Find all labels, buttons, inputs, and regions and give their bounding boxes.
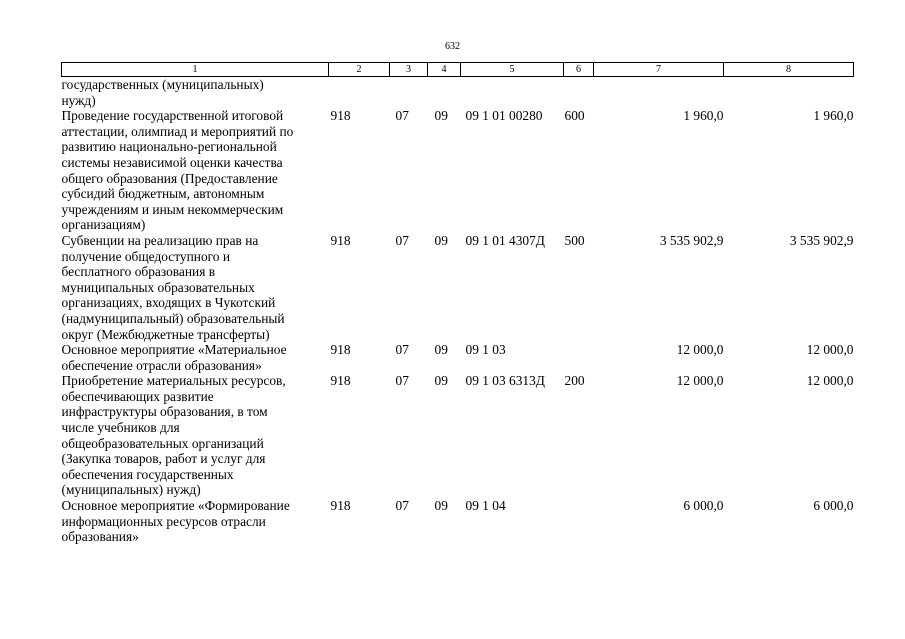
table-row xyxy=(62,77,854,109)
name-line: муниципальных образовательных xyxy=(61,279,255,295)
cell-amount-col8: 1 960,0 xyxy=(813,108,854,124)
name-line: Приобретение материальных ресурсов, xyxy=(61,373,286,389)
cell-expense-type xyxy=(564,498,594,545)
cell-ministry-code: 918 xyxy=(330,373,351,389)
name-line: развитию национально-региональной xyxy=(61,139,277,155)
cell-section: 07 xyxy=(395,108,409,124)
cell-section: 07 xyxy=(395,342,409,358)
name-line: Основное мероприятие «Материальное xyxy=(61,342,287,358)
column-header: 7 xyxy=(594,63,724,77)
cell-name xyxy=(62,498,329,545)
cell-expense-type: 500 xyxy=(564,232,585,248)
name-line: общего образования (Предоставление xyxy=(61,170,278,186)
cell-expense-type xyxy=(564,342,594,373)
cell-section: 07 xyxy=(395,373,409,389)
cell-target-article xyxy=(461,77,564,109)
column-header: 6 xyxy=(564,63,594,77)
name-line: числе учебников для xyxy=(61,420,180,436)
name-line: инфраструктуры образования, в том xyxy=(61,404,268,420)
cell-amount-col7: 12 000,0 xyxy=(676,342,724,358)
cell-amount-col8: 12 000,0 xyxy=(806,342,854,358)
page-number: 632 xyxy=(445,41,460,52)
name-line: учреждениям и иным некоммерческим xyxy=(61,201,284,217)
name-line: Субвенции на реализацию прав на xyxy=(61,232,259,248)
name-line: нужд) xyxy=(61,92,96,108)
column-header: 8 xyxy=(724,63,854,77)
column-header: 5 xyxy=(461,63,564,77)
name-line: Основное мероприятие «Формирование xyxy=(61,498,290,514)
name-line: аттестации, олимпиад и мероприятий по xyxy=(61,123,294,139)
cell-target-article: 09 1 01 4307Д xyxy=(465,232,545,248)
cell-section: 07 xyxy=(395,498,409,514)
name-line: образования» xyxy=(61,529,139,545)
name-line: Проведение государственной итоговой xyxy=(61,108,284,124)
cell-subsection: 09 xyxy=(434,498,448,514)
name-line: организациям) xyxy=(61,217,146,233)
cell-amount-col7: 6 000,0 xyxy=(683,498,724,514)
table-row xyxy=(62,342,854,373)
cell-ministry-code xyxy=(329,77,390,109)
cell-subsection: 09 xyxy=(434,342,448,358)
name-line: обеспечение отрасли образования» xyxy=(61,357,262,373)
column-header: 1 xyxy=(62,63,329,77)
cell-name xyxy=(62,233,329,342)
cell-name xyxy=(62,77,329,109)
name-line: субсидий бюджетным, автономным xyxy=(61,186,265,202)
name-line: получение общедоступного и xyxy=(61,248,231,264)
cell-expense-type: 200 xyxy=(564,373,585,389)
name-line: (Закупка товаров, работ и услуг для xyxy=(61,451,266,467)
cell-amount-col7: 1 960,0 xyxy=(683,108,724,124)
table-row xyxy=(62,108,854,233)
cell-amount-col8: 3 535 902,9 xyxy=(789,232,854,248)
cell-amount-col7 xyxy=(594,77,724,109)
column-header: 3 xyxy=(390,63,428,77)
cell-target-article: 09 1 03 xyxy=(465,342,506,358)
name-line: системы независимой оценки качества xyxy=(61,154,283,170)
cell-expense-type xyxy=(564,77,594,109)
cell-ministry-code: 918 xyxy=(330,342,351,358)
table-header-row xyxy=(62,63,854,77)
name-line: (надмуниципальный) образовательный xyxy=(61,310,285,326)
cell-name xyxy=(62,108,329,233)
table-row xyxy=(62,498,854,545)
name-line: бесплатного образования в xyxy=(61,264,216,280)
cell-amount-col8: 12 000,0 xyxy=(806,373,854,389)
name-line: информационных ресурсов отрасли xyxy=(61,513,266,529)
cell-target-article: 09 1 03 6313Д xyxy=(465,373,545,389)
cell-ministry-code: 918 xyxy=(330,498,351,514)
column-header: 4 xyxy=(428,63,461,77)
table-row xyxy=(62,373,854,498)
cell-target-article: 09 1 04 xyxy=(465,498,506,514)
table-row xyxy=(62,233,854,342)
cell-subsection: 09 xyxy=(434,232,448,248)
cell-section xyxy=(390,77,428,109)
cell-ministry-code: 918 xyxy=(330,232,351,248)
cell-ministry-code: 918 xyxy=(330,108,351,124)
cell-subsection: 09 xyxy=(434,373,448,389)
cell-target-article: 09 1 01 00280 xyxy=(465,108,543,124)
name-line: общеобразовательных организаций xyxy=(61,435,264,451)
cell-amount-col8: 6 000,0 xyxy=(813,498,854,514)
budget-table xyxy=(61,62,854,545)
cell-subsection xyxy=(428,77,461,109)
name-line: обеспечения государственных xyxy=(61,466,234,482)
name-line: государственных (муниципальных) xyxy=(61,77,264,92)
name-line: (муниципальных) нужд) xyxy=(61,482,201,498)
name-line: организациях, входящих в Чукотский xyxy=(61,295,276,311)
cell-section: 07 xyxy=(395,232,409,248)
cell-amount-col7: 3 535 902,9 xyxy=(659,232,724,248)
cell-subsection: 09 xyxy=(434,108,448,124)
name-line: округ (Межбюджетные трансферты) xyxy=(61,326,270,342)
column-header: 2 xyxy=(329,63,390,77)
cell-amount-col7: 12 000,0 xyxy=(676,373,724,389)
cell-amount-col8 xyxy=(724,77,854,109)
cell-name xyxy=(62,342,329,373)
table-body xyxy=(62,77,854,545)
cell-name xyxy=(62,373,329,498)
name-line: обеспечивающих развитие xyxy=(61,388,214,404)
cell-expense-type: 600 xyxy=(564,108,585,124)
